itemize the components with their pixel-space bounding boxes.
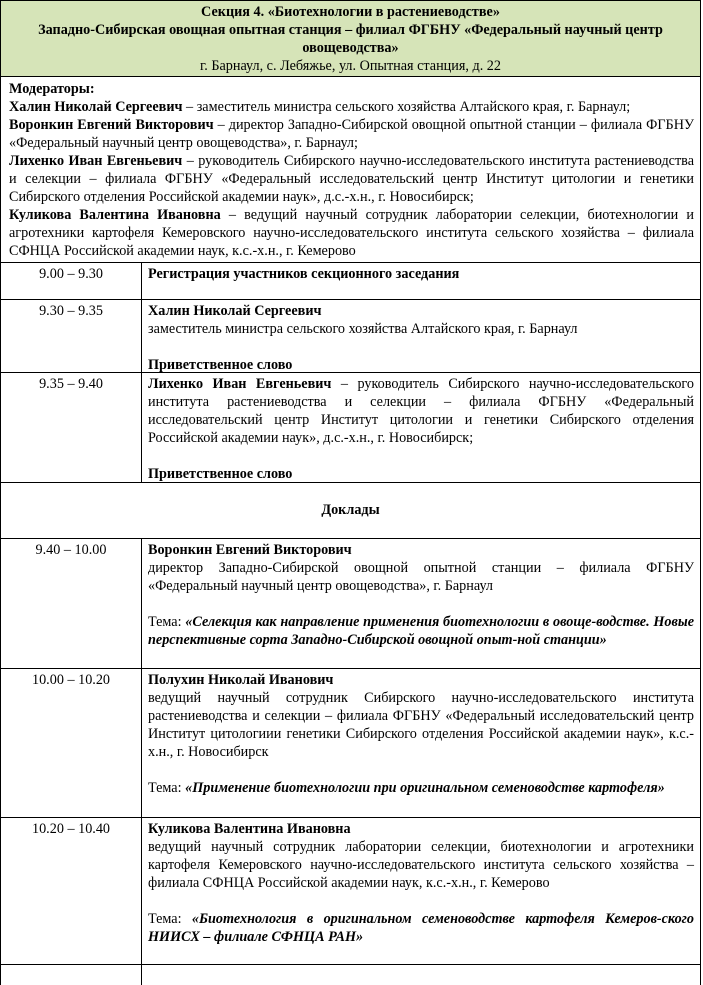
row-time: 9.30 – 9.35: [1, 300, 142, 372]
row-content: [142, 373, 700, 482]
program-row: [0, 818, 700, 965]
speaker-note: Приветственное слово: [148, 357, 293, 373]
topic-label: Тема:: [148, 614, 186, 630]
program-row: [0, 300, 700, 373]
speaker-name: Воронкин Евгений Викторович: [148, 542, 352, 558]
moderator-item: [9, 206, 694, 260]
speaker-desc: – руководитель Сибирского научно-исследовательского института растениеводства и селекции – филиала ФГБНУ «Федеральный исследовательский центр Институт цитологии и генетики Сибирского отделения Российской академии наук», д.с.-х.н., г. Новосибирск;: [148, 376, 694, 446]
row-content: [142, 300, 700, 372]
row-time: 9.40 – 10.00: [1, 539, 142, 668]
speaker-desc: ведущий научный сотрудник лаборатории селекции, биотехнологии и агротехники картофеля Кемеровского научно-исследовательского института сельского хозяйства – филиала СФНЦА Российской академии наук, к.с.-х.н., г. Кемерово: [148, 839, 694, 891]
moderator-desc: – заместитель министра сельского хозяйства Алтайского края, г. Барнаул;: [182, 99, 631, 115]
row-time: 9.35 – 9.40: [1, 373, 142, 482]
moderator-item: [9, 116, 694, 152]
program-row: [0, 373, 700, 483]
row-title: Регистрация участников секционного заседания: [148, 266, 460, 282]
row-time: 10.00 – 10.20: [1, 669, 142, 817]
topic-label: Тема:: [148, 780, 186, 796]
moderator-name: Лихенко Иван Евгеньевич: [9, 153, 183, 169]
topic-label: Тема:: [148, 911, 192, 927]
reports-heading-text: Доклады: [321, 502, 380, 518]
moderator-item: [9, 98, 694, 116]
speaker-desc: заместитель министра сельского хозяйства Алтайского края, г. Барнаул: [148, 321, 578, 337]
speaker-name: Халин Николай Сергеевич: [148, 303, 322, 319]
speaker-desc: директор Западно-Сибирской овощной опытной станции – филиала ФГБНУ «Федеральный научный центр овощеводства», г. Барнаул: [148, 560, 694, 594]
moderator-desc: – ведущий научный сотрудник лаборатории селекции, биотехнологии и агротехники картофеля Кемеровского научно-исследовательского института сельского хозяйства – филиала СФНЦА Российской академии наук, к.с.-х.н., г. Кемерово: [9, 207, 695, 259]
speaker-desc: ведущий научный сотрудник Сибирского научно-исследовательского института растениеводства и селекции – филиала ФГБНУ «Федеральный исследовательский центр Институт цитологиии генетики Сибирского отделения Российской академии наук», к.с.-х.н., г. Новосибирск: [148, 690, 694, 760]
speaker-note: Приветственное слово: [148, 466, 293, 482]
row-content: [142, 818, 700, 964]
speaker-name: Куликова Валентина Ивановна: [148, 821, 351, 837]
section-address: г. Барнаул, с. Лебяжье, ул. Опытная станция, д. 22: [200, 58, 501, 74]
row-time: 9.00 – 9.30: [1, 263, 142, 299]
moderators-block: [0, 77, 700, 263]
moderator-item: [9, 152, 694, 206]
speaker-name: Полухин Николай Иванович: [148, 672, 334, 688]
reports-heading: [0, 483, 700, 539]
program-row: [0, 539, 700, 669]
section-header: [0, 0, 700, 77]
speaker-name: Лихенко Иван Евгеньевич: [148, 376, 332, 392]
topic-title: «Биотехнология в оригинальном семеноводстве картофеля Кемеров-ского НИИСХ – филиале СФНЦА РАН»: [148, 911, 695, 945]
moderator-name: Куликова Валентина Ивановна: [9, 207, 221, 223]
topic-title: «Применение биотехнологии при оригинальном семеноводстве картофеля»: [185, 780, 665, 796]
program-row: [0, 263, 700, 300]
moderator-name: Воронкин Евгений Викторович: [9, 117, 214, 133]
moderator-desc: – директор Западно-Сибирской овощной опытной станции – филиала ФГБНУ «Федеральный научный центр овощеводства», г. Барнаул;: [9, 117, 694, 151]
topic-title: «Селекция как направление применения биотехнологии в овоще-водстве. Новые перспективные сорта Западно-Сибирской овощной опыт-ной станции»: [148, 614, 694, 648]
section-title: Секция 4. «Биотехнологии в растениеводстве»: [201, 4, 500, 20]
row-content: [142, 669, 700, 817]
row-time: 10.20 – 10.40: [1, 818, 142, 964]
moderators-label: Модераторы:: [9, 81, 95, 97]
program-row-cut: [0, 965, 700, 985]
moderator-desc: – руководитель Сибирского научно-исследовательского института растениеводства и селекции – филиала ФГБНУ «Федеральный исследовательский центр Институт цитологии и генетики Сибирского отделения Российской академии наук», д.с.-х.н., г. Новосибирск;: [9, 153, 694, 205]
moderator-name: Халин Николай Сергеевич: [9, 99, 183, 115]
section-org: Западно-Сибирская овощная опытная станция – филиал ФГБНУ «Федеральный научный центр овощеводства»: [38, 22, 663, 56]
program-row: [0, 669, 700, 818]
row-content: [142, 539, 700, 668]
